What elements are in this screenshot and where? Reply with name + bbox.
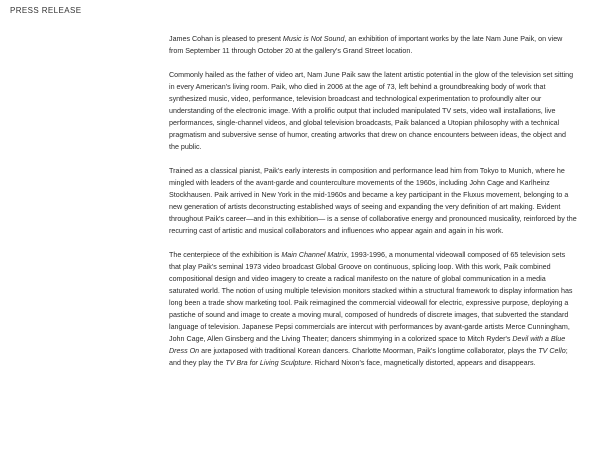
biography-paragraph: Commonly hailed as the father of video art, Nam June Paik saw the latent artistic potential in the glow of the television set sitting in every American's living room. Paik, who died in 2006 at the age of 73, left behind a groundbreaking body of work that synthesized music, video, performance, television broadcast and technological experimentation to profoundly alter our understanding of the electronic image. With a prolific output that included manipulated TV sets, video wall installations, live performances, single-channel videos, and global television broadcasts, Paik balanced a Utopian philosophy with a technical pragmatism and subversive sense of humor, creating artworks that drew on chance encounters between ideas, the object and the public. bbox=[169, 71, 574, 151]
centerpiece-text-1: The centerpiece of the exhibition is bbox=[169, 251, 282, 259]
centerpiece-text-4: ; and they play the bbox=[169, 347, 568, 367]
work-title-tv-cello: TV Cello bbox=[538, 347, 566, 355]
intro-text-lead: James Cohan is pleased to present bbox=[169, 35, 283, 43]
work-title-main-channel-matrix: Main Channel Matrix bbox=[281, 251, 347, 259]
press-release-body bbox=[169, 33, 577, 381]
background-paragraph: Trained as a classical pianist, Paik's early interests in composition and performance lead him from Tokyo to Munich, where he mingled with leaders of the avant-garde and counterculture movements of the 1960s, including John Cage and Karlheinz Stockhausen. Paik arrived in New York in the mid-1960s and became a key participant in the Fluxus movement, belonging to a new generation of artists deconstructing established ways of seeing and expanding the very definition of art making. Evident throughout Paik's career—and in this exhibition— is a sense of collaborative energy and pronounced musicality, reinforced by the recurring cast of artistic and musical collaborators and influences who appear again and again in his work. bbox=[169, 167, 577, 235]
exhibition-title: Music is Not Sound bbox=[282, 35, 345, 43]
work-title-tv-bra: TV Bra for Living Sculpture bbox=[225, 359, 311, 367]
centerpiece-text-3: are juxtaposed with traditional Korean dancers. Charlotte Moorman, Paik's longtime collaborator, plays the bbox=[199, 347, 539, 355]
centerpiece-paragraph bbox=[169, 249, 577, 369]
centerpiece-text-2: , 1993-1996, a monumental videowall composed of 65 television sets that play Paik's seminal 1973 video broadcast Global Groove on continuous, splicing loop. With this work, Paik combined compositional design and video imagery to create a radical manifesto on the nature of global communication in a media saturated world. The notion of using multiple television monitors stacked within a structural framework to display information has long been a trade show marketing tool. Paik reimagined the commercial videowall for electric, expressive purpose, deploying a pastiche of sound and image to create a moving mural, composed of hundreds of discrete images, that subverted the standard language of television. Japanese Pepsi commercials are intercut with performances by avant-garde artists Merce Cunningham, John Cage, Allen Ginsberg and the Living Theater; dancers shimmying in a colorized space to Mitch Ryder's bbox=[169, 251, 573, 343]
intro-text-rest: , an exhibition of important works by the late Nam June Paik, on view from September 11 through October 20 at the gallery's Grand Street location. bbox=[169, 35, 563, 55]
centerpiece-text-5: . Richard Nixon's face, magnetically distorted, appears and disappears. bbox=[310, 359, 536, 367]
work-title-devil-with-a-blue-dress: Devil with a Blue Dress On bbox=[169, 335, 566, 355]
page-title: PRESS RELEASE bbox=[10, 6, 82, 15]
intro-paragraph bbox=[169, 33, 577, 57]
